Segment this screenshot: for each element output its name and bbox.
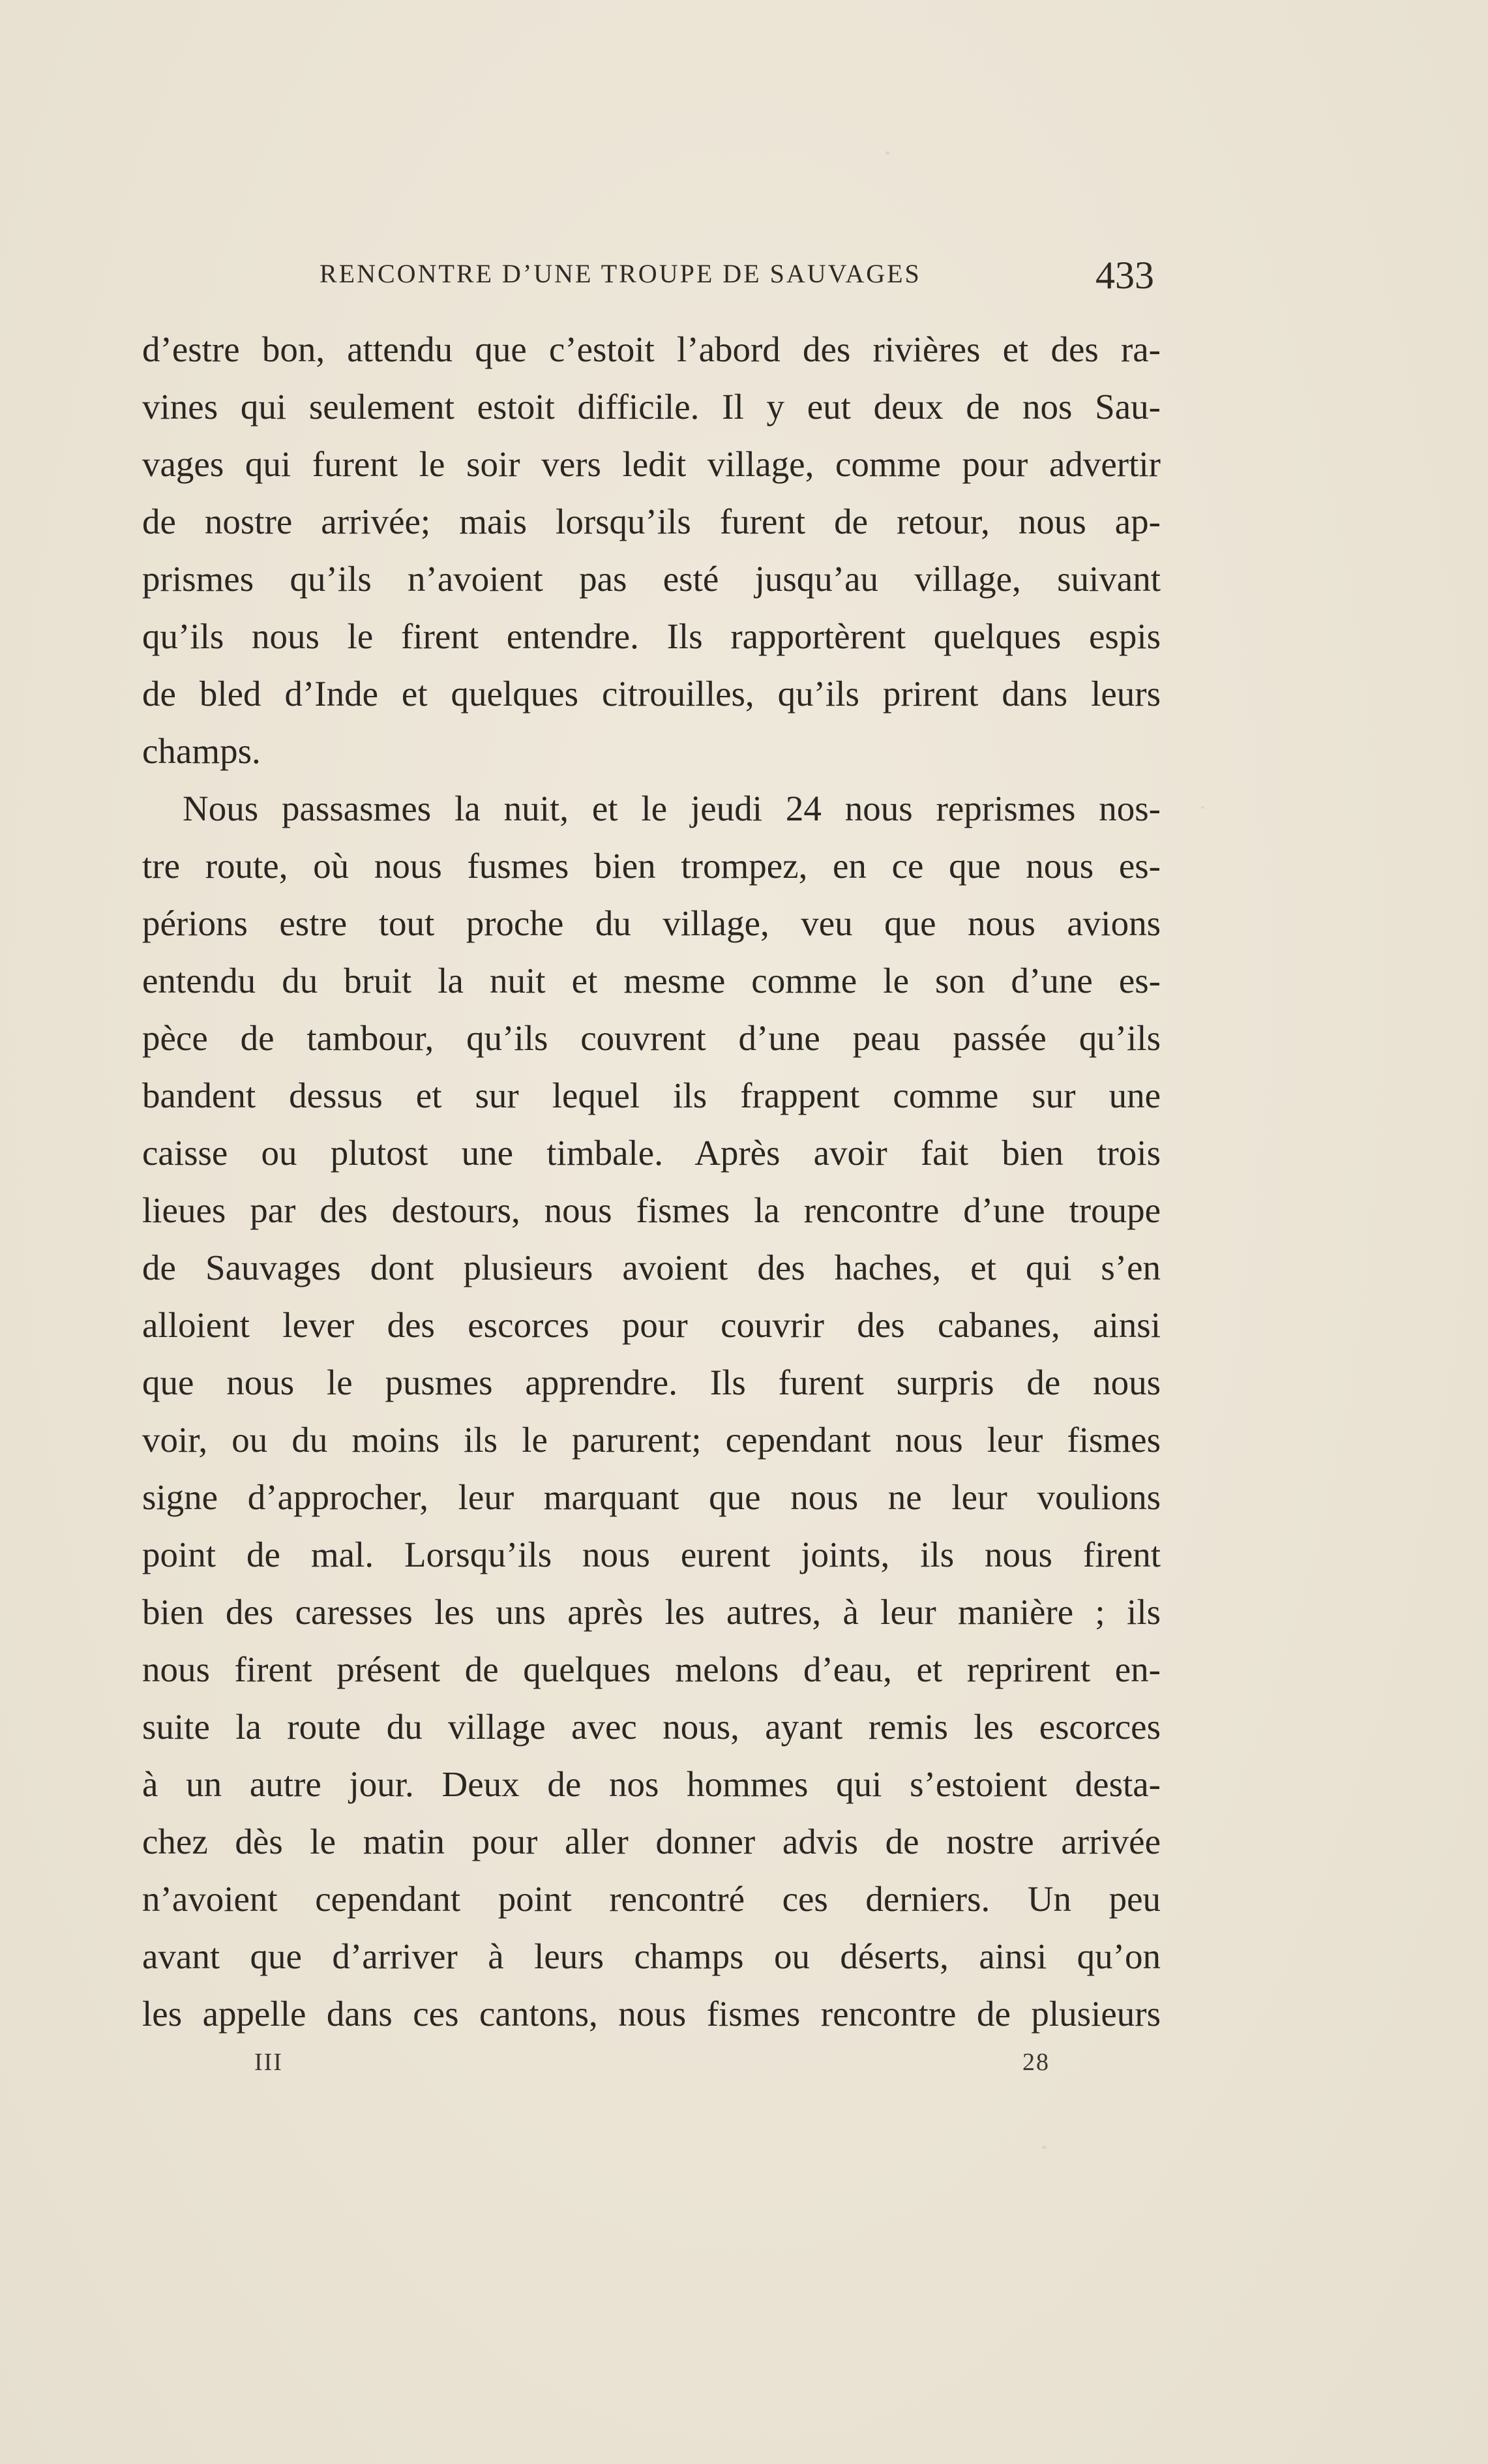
text-line: signe d’approcher, leur marquant que nous ne leur voulions bbox=[142, 1477, 1161, 1517]
text-line: tre route, où nous fusmes bien trompez, en ce que nous es- bbox=[142, 846, 1161, 886]
text-line: à un autre jour. Deux de nos hommes qui s’estoient desta- bbox=[142, 1764, 1161, 1804]
text-line: vines qui seulement estoit difficile. Il y eut deux de nos Sau- bbox=[142, 387, 1161, 427]
text-line: suite la route du village avec nous, ayant remis les escorces bbox=[142, 1707, 1161, 1747]
paper-speck bbox=[885, 151, 889, 155]
body-text bbox=[142, 321, 1161, 2043]
text-line: champs. bbox=[142, 731, 261, 771]
text-line: que nous le pusmes apprendre. Ils furent surpris de nous bbox=[142, 1362, 1161, 1402]
text-line: caisse ou plutost une timbale. Après avoir fait bien trois bbox=[142, 1133, 1161, 1173]
text-line: point de mal. Lorsqu’ils nous eurent joints, ils nous firent bbox=[142, 1535, 1161, 1574]
text-line: qu’ils nous le firent entendre. Ils rapportèrent quelques espis bbox=[142, 616, 1161, 656]
paper-speck bbox=[1201, 806, 1204, 809]
text-line: prismes qu’ils n’avoient pas esté jusqu’au village, suivant bbox=[142, 559, 1161, 599]
text-line: avant que d’arriver à leurs champs ou déserts, ainsi qu’on bbox=[142, 1936, 1161, 1976]
text-line: voir, ou du moins ils le parurent; cependant nous leur fismes bbox=[142, 1420, 1161, 1460]
text-line: pèce de tambour, qu’ils couvrent d’une peau passée qu’ils bbox=[142, 1018, 1161, 1058]
text-line: vages qui furent le soir vers ledit village, comme pour advertir bbox=[142, 444, 1161, 484]
page-footer bbox=[254, 2048, 1050, 2087]
text-line: bien des caresses les uns après les autres, à leur manière ; ils bbox=[142, 1592, 1161, 1632]
text-line: bandent dessus et sur lequel ils frappent comme sur une bbox=[142, 1075, 1161, 1115]
text-line: Nous passasmes la nuit, et le jeudi 24 nous reprismes nos- bbox=[183, 789, 1161, 828]
text-line: entendu du bruit la nuit et mesme comme le son d’une es- bbox=[142, 961, 1161, 1000]
text-line: d’estre bon, attendu que c’estoit l’abord des rivières et des ra- bbox=[142, 329, 1161, 369]
text-line: nous firent présent de quelques melons d’eau, et reprirent en- bbox=[142, 1649, 1161, 1689]
running-head: RENCONTRE D’UNE TROUPE DE SAUVAGES bbox=[320, 259, 921, 288]
paragraph bbox=[142, 321, 1161, 780]
text-line: périons estre tout proche du village, veu que nous avions bbox=[142, 903, 1161, 943]
paper-speck bbox=[1042, 2146, 1047, 2149]
text-line: n’avoient cependant point rencontré ces derniers. Un peu bbox=[142, 1879, 1161, 1919]
text-line: lieues par des destours, nous fismes la rencontre d’une troupe bbox=[142, 1190, 1161, 1230]
sheet-number: 28 bbox=[1022, 2049, 1050, 2076]
text-line: alloient lever des escorces pour couvrir des cabanes, ainsi bbox=[142, 1305, 1161, 1345]
text-line: de nostre arrivée; mais lorsqu’ils furent de retour, nous ap- bbox=[142, 502, 1161, 541]
page-number: 433 bbox=[1095, 254, 1154, 297]
text-line: de bled d’Inde et quelques citrouilles, qu’ils prirent dans leurs bbox=[142, 674, 1161, 714]
page-header bbox=[320, 253, 1154, 312]
signature-mark: III bbox=[254, 2049, 283, 2076]
text-line: de Sauvages dont plusieurs avoient des haches, et qui s’en bbox=[142, 1248, 1161, 1287]
text-line: chez dès le matin pour aller donner advis de nostre arrivée bbox=[142, 1822, 1161, 1861]
text-line: les appelle dans ces cantons, nous fismes rencontre de plusieurs bbox=[142, 1994, 1161, 2034]
paragraph bbox=[142, 780, 1161, 2043]
